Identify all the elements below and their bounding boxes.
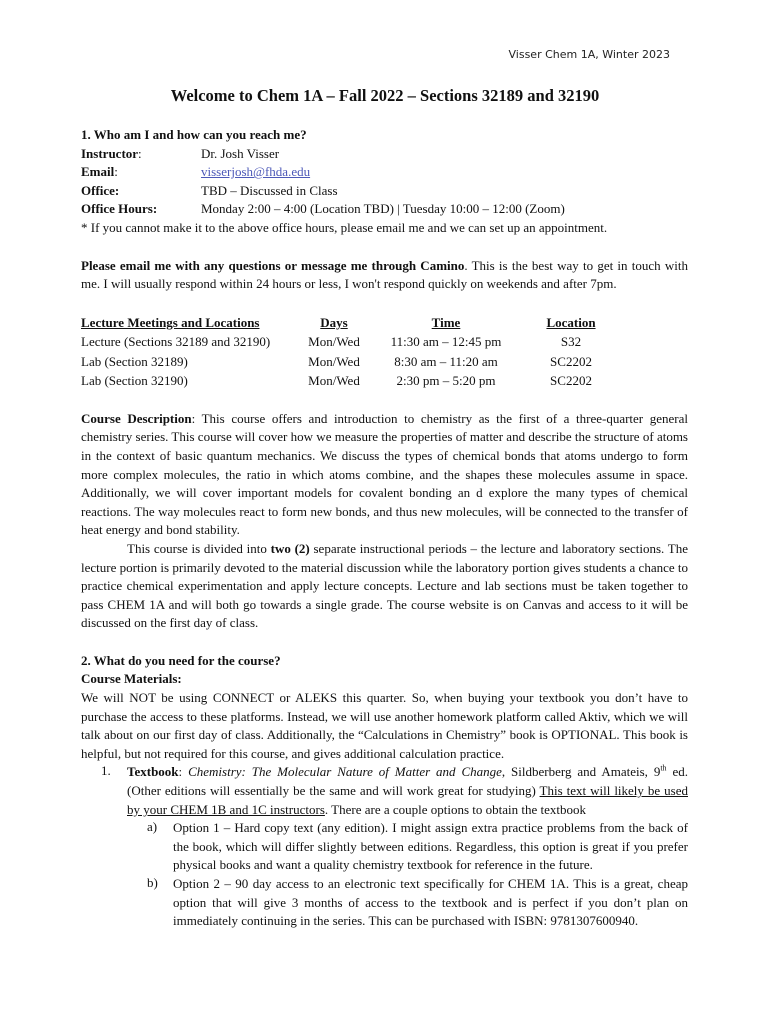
edition-sup: th <box>660 764 667 774</box>
running-header: Visser Chem 1A, Winter 2023 <box>508 48 670 61</box>
office-hours-row <box>81 200 688 219</box>
table-cell: Lab (Section 32189) <box>81 353 188 369</box>
schedule-header: Days <box>320 314 348 330</box>
table-row <box>81 332 623 352</box>
p2-bold: two (2) <box>270 540 310 556</box>
table-cell: SC2202 <box>550 373 592 389</box>
table-cell: Lab (Section 32190) <box>81 373 188 389</box>
textbook-label: Textbook <box>127 764 179 780</box>
textbook-end: . There are a couple options to obtain the textbook <box>324 801 587 817</box>
table-row <box>81 352 623 372</box>
table-cell: Mon/Wed <box>308 334 360 350</box>
table-cell: Mon/Wed <box>308 353 360 369</box>
textbook-underline: This text will likely be used by your CHEM 1B and 1C instructors <box>127 783 688 817</box>
course-description-label: Course Description <box>81 410 192 426</box>
office-hours-key: Office Hours: <box>81 201 158 217</box>
table-cell: 8:30 am – 11:20 am <box>394 353 498 369</box>
textbook-title: Chemistry: The Molecular Nature of Matter and Change <box>188 764 502 780</box>
table-cell: 11:30 am – 12:45 pm <box>390 334 502 350</box>
list-letter: a) <box>147 819 158 835</box>
textbook-authors: , Sildberberg and Amateis, 9 <box>501 764 661 780</box>
course-description <box>81 410 688 540</box>
page-title: Welcome to Chem 1A – Fall 2022 – Sections 32189 and 32190 <box>170 86 600 105</box>
table-cell: SC2202 <box>550 353 592 369</box>
list-item-option-b <box>81 875 688 931</box>
option-a-text: Option 1 – Hard copy text (any edition). I might assign extra practice problems from the back of the book, which will differ slightly between editions. Regardless, this option is great if you prefer physical books and want a quality chemistry textbook for reference in the future. <box>173 820 688 873</box>
option-b-text: Option 2 – 90 day access to an electronic text specifically for CHEM 1A. This is a great, cheap option that will give 3 months of access to the textbook and is perfect if you don’t plan on immediately continuing in the series. This can be purchased with ISBN: 9781307600940. <box>173 876 688 929</box>
table-cell: Lecture (Sections 32189 and 32190) <box>81 334 271 350</box>
office-hours-value: Monday 2:00 – 4:00 (Location TBD) | Tuesday 10:00 – 12:00 (Zoom) <box>201 201 565 217</box>
contact-paragraph <box>81 257 688 294</box>
schedule-header-row <box>81 313 623 333</box>
materials-text: We will NOT be using CONNECT or ALEKS this quarter. So, when buying your textbook you don’t have to purchase the access to these platforms. Instead, we will use another homework platform called Aktiv, which we will talk about on our first day of class. Additionally, the “Calculations in Chemistry” book is OPTIONAL. This book is helpful, but not required for this course, and gives additional calculation practice. <box>81 690 688 761</box>
list-item-textbook <box>81 763 688 819</box>
list-number: 1. <box>101 763 111 779</box>
table-row <box>81 371 623 391</box>
schedule-header: Time <box>431 314 461 330</box>
email-key: Email <box>81 164 115 180</box>
schedule-table <box>81 313 623 391</box>
schedule-header: Location <box>546 314 596 330</box>
p2-post: separate instructional periods – the lecture and laboratory sections. The lecture portion is primarily devoted to the material discussion while the laboratory portion gives students a chance to practice chemical experimentation and apply lecture concepts. Lecture and lab sections must be taken together to pass CHEM 1A and will both go towards a single grade. The course website is on Canvas and access to it will be discussed on the first day of class. <box>81 540 688 631</box>
office-row <box>81 182 688 201</box>
document-body <box>81 126 688 931</box>
email-row: Email: visserjosh@fhda.edu <box>81 163 688 182</box>
course-description-text: : This course offers and introduction to chemistry as the first of a three-quarter general chemistry series. This course will cover how we measure the properties of matter and describe the structure of atoms in the context of basic quantum mechanics. We discuss the types of chemical bonds that atoms undergo to form more complex molecules, the ratio in which atoms combine, and the shapes these molecules assume in space. Additionally, we will cover important models for covalent bonding an d explore the many types of chemical reactions. The way molecules react to form new bonds, and thus new molecules, will be connected to the transfer of heat energy and bond stability. <box>81 410 688 538</box>
textbook-edition: ed. (Other editions will essentially be the same and will work great for studying) <box>127 764 688 799</box>
email-link[interactable]: visserjosh@fhda.edu <box>201 164 311 180</box>
table-cell: 2:30 pm – 5:20 pm <box>396 373 496 389</box>
contact-rest: . This is the best way to get in touch with me. I will usually respond within 24 hours or less, I won't respond quickly on weekends and after 7pm. <box>81 257 688 292</box>
instructor-value: Dr. Josh Visser <box>201 145 280 161</box>
textbook-colon: : <box>178 764 189 780</box>
table-cell: S32 <box>560 334 582 350</box>
table-cell: Mon/Wed <box>308 373 360 389</box>
instructor-key: Instructor <box>81 145 139 161</box>
course-description-p2 <box>81 540 688 633</box>
section2-heading: 2. What do you need for the course? <box>81 652 281 668</box>
office-value: TBD – Discussed in Class <box>201 182 338 198</box>
office-key: Office: <box>81 182 120 198</box>
contact-bold: Please email me with any questions or message me through Camino <box>81 257 465 273</box>
appointment-note: * If you cannot make it to the above office hours, please email me and we can set up an appointment. <box>81 219 608 235</box>
instructor-row: Instructor: Dr. Josh Visser <box>81 145 688 164</box>
materials-heading: Course Materials: <box>81 671 182 687</box>
section1-heading: 1. Who am I and how can you reach me? <box>81 127 307 142</box>
list-item-option-a <box>81 819 688 875</box>
p2-pre: This course is divided into <box>127 540 271 556</box>
schedule-header: Lecture Meetings and Locations <box>81 314 260 330</box>
list-letter: b) <box>147 875 158 890</box>
